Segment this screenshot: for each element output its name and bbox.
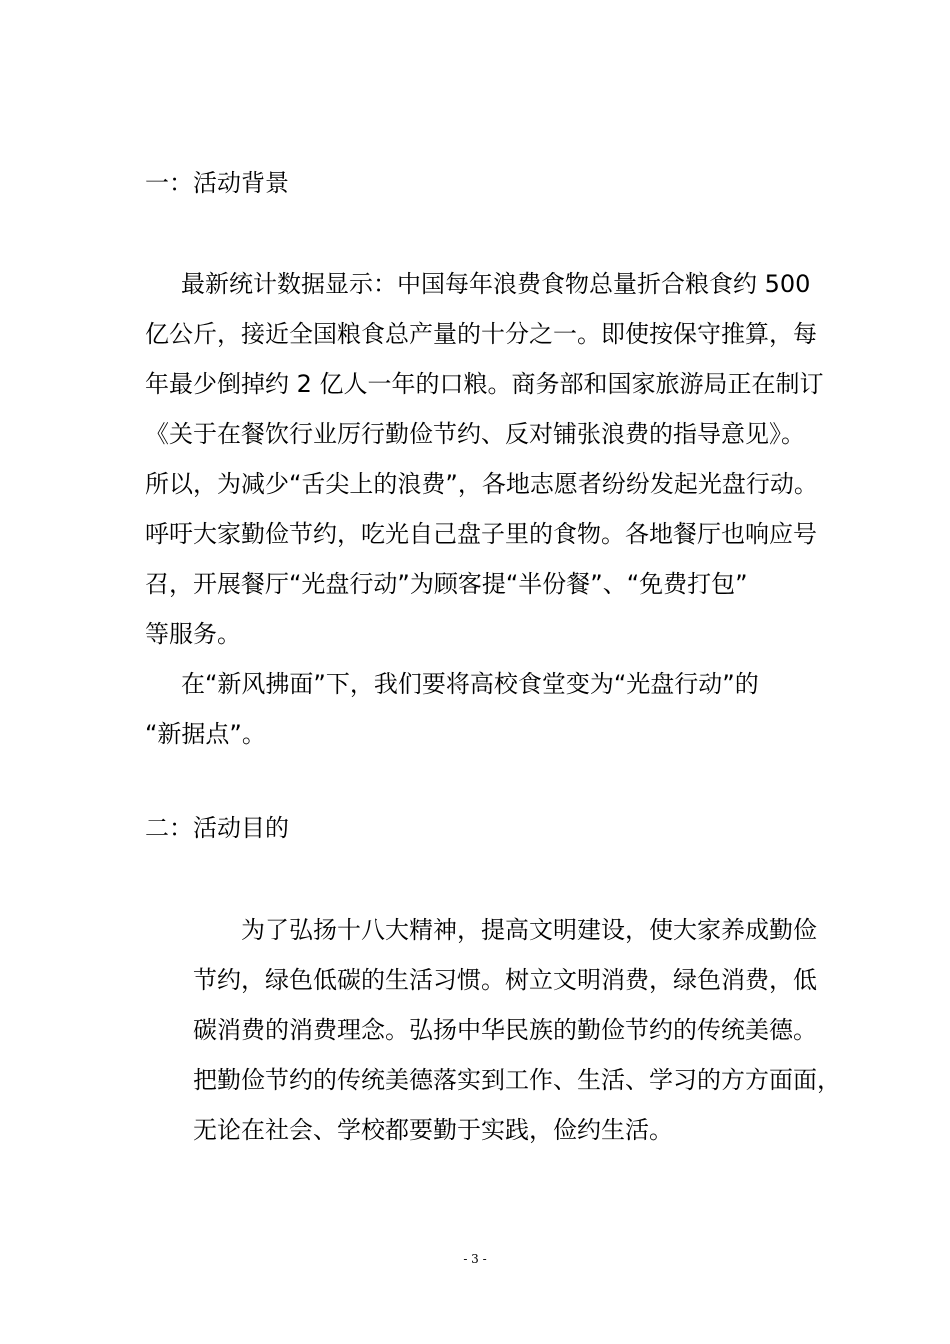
- paragraph-line: 年最少倒掉约 2 亿人一年的口粮。商务部和国家旅游局正在制订: [145, 370, 824, 398]
- paragraph-line: “新据点”。: [145, 720, 266, 748]
- paragraph-line: 呼吁大家勤俭节约，吃光自己盘子里的食物。各地餐厅也响应号: [145, 520, 817, 548]
- paragraph-line: 碳消费的消费理念。弘扬中华民族的勤俭节约的传统美德。: [193, 1016, 817, 1044]
- paragraph-line: 为了弘扬十八大精神，提高文明建设，使大家养成勤俭: [241, 916, 817, 944]
- paragraph-line: 节约，绿色低碳的生活习惯。树立文明消费，绿色消费，低: [193, 966, 817, 994]
- paragraph-line: 《关于在餐饮行业厉行勤俭节约、反对铺张浪费的指导意见》。: [145, 420, 805, 448]
- paragraph-line: 所以，为减少“舌尖上的浪费”，各地志愿者纷纷发起光盘行动。: [145, 470, 818, 498]
- paragraph-line: 在“新风拂面”下，我们要将高校食堂变为“光盘行动”的: [181, 670, 759, 698]
- paragraph-line: 把勤俭节约的传统美德落实到工作、生活、学习的方方面面，: [193, 1066, 841, 1094]
- paragraph-line: 最新统计数据显示：中国每年浪费食物总量折合粮食约 500: [181, 270, 811, 298]
- section-heading-background: 一：活动背景: [145, 169, 289, 197]
- paragraph-line: 召，开展餐厅“光盘行动”为顾客提“半份餐”、“免费打包”: [145, 570, 748, 598]
- page-number: - 3 -: [463, 1252, 487, 1266]
- paragraph-line: 无论在社会、学校都要勤于实践，俭约生活。: [193, 1116, 673, 1144]
- paragraph-line: 等服务。: [145, 620, 241, 648]
- section-heading-purpose: 二：活动目的: [145, 814, 289, 842]
- paragraph-line: 亿公斤，接近全国粮食总产量的十分之一。即使按保守推算，每: [145, 320, 817, 348]
